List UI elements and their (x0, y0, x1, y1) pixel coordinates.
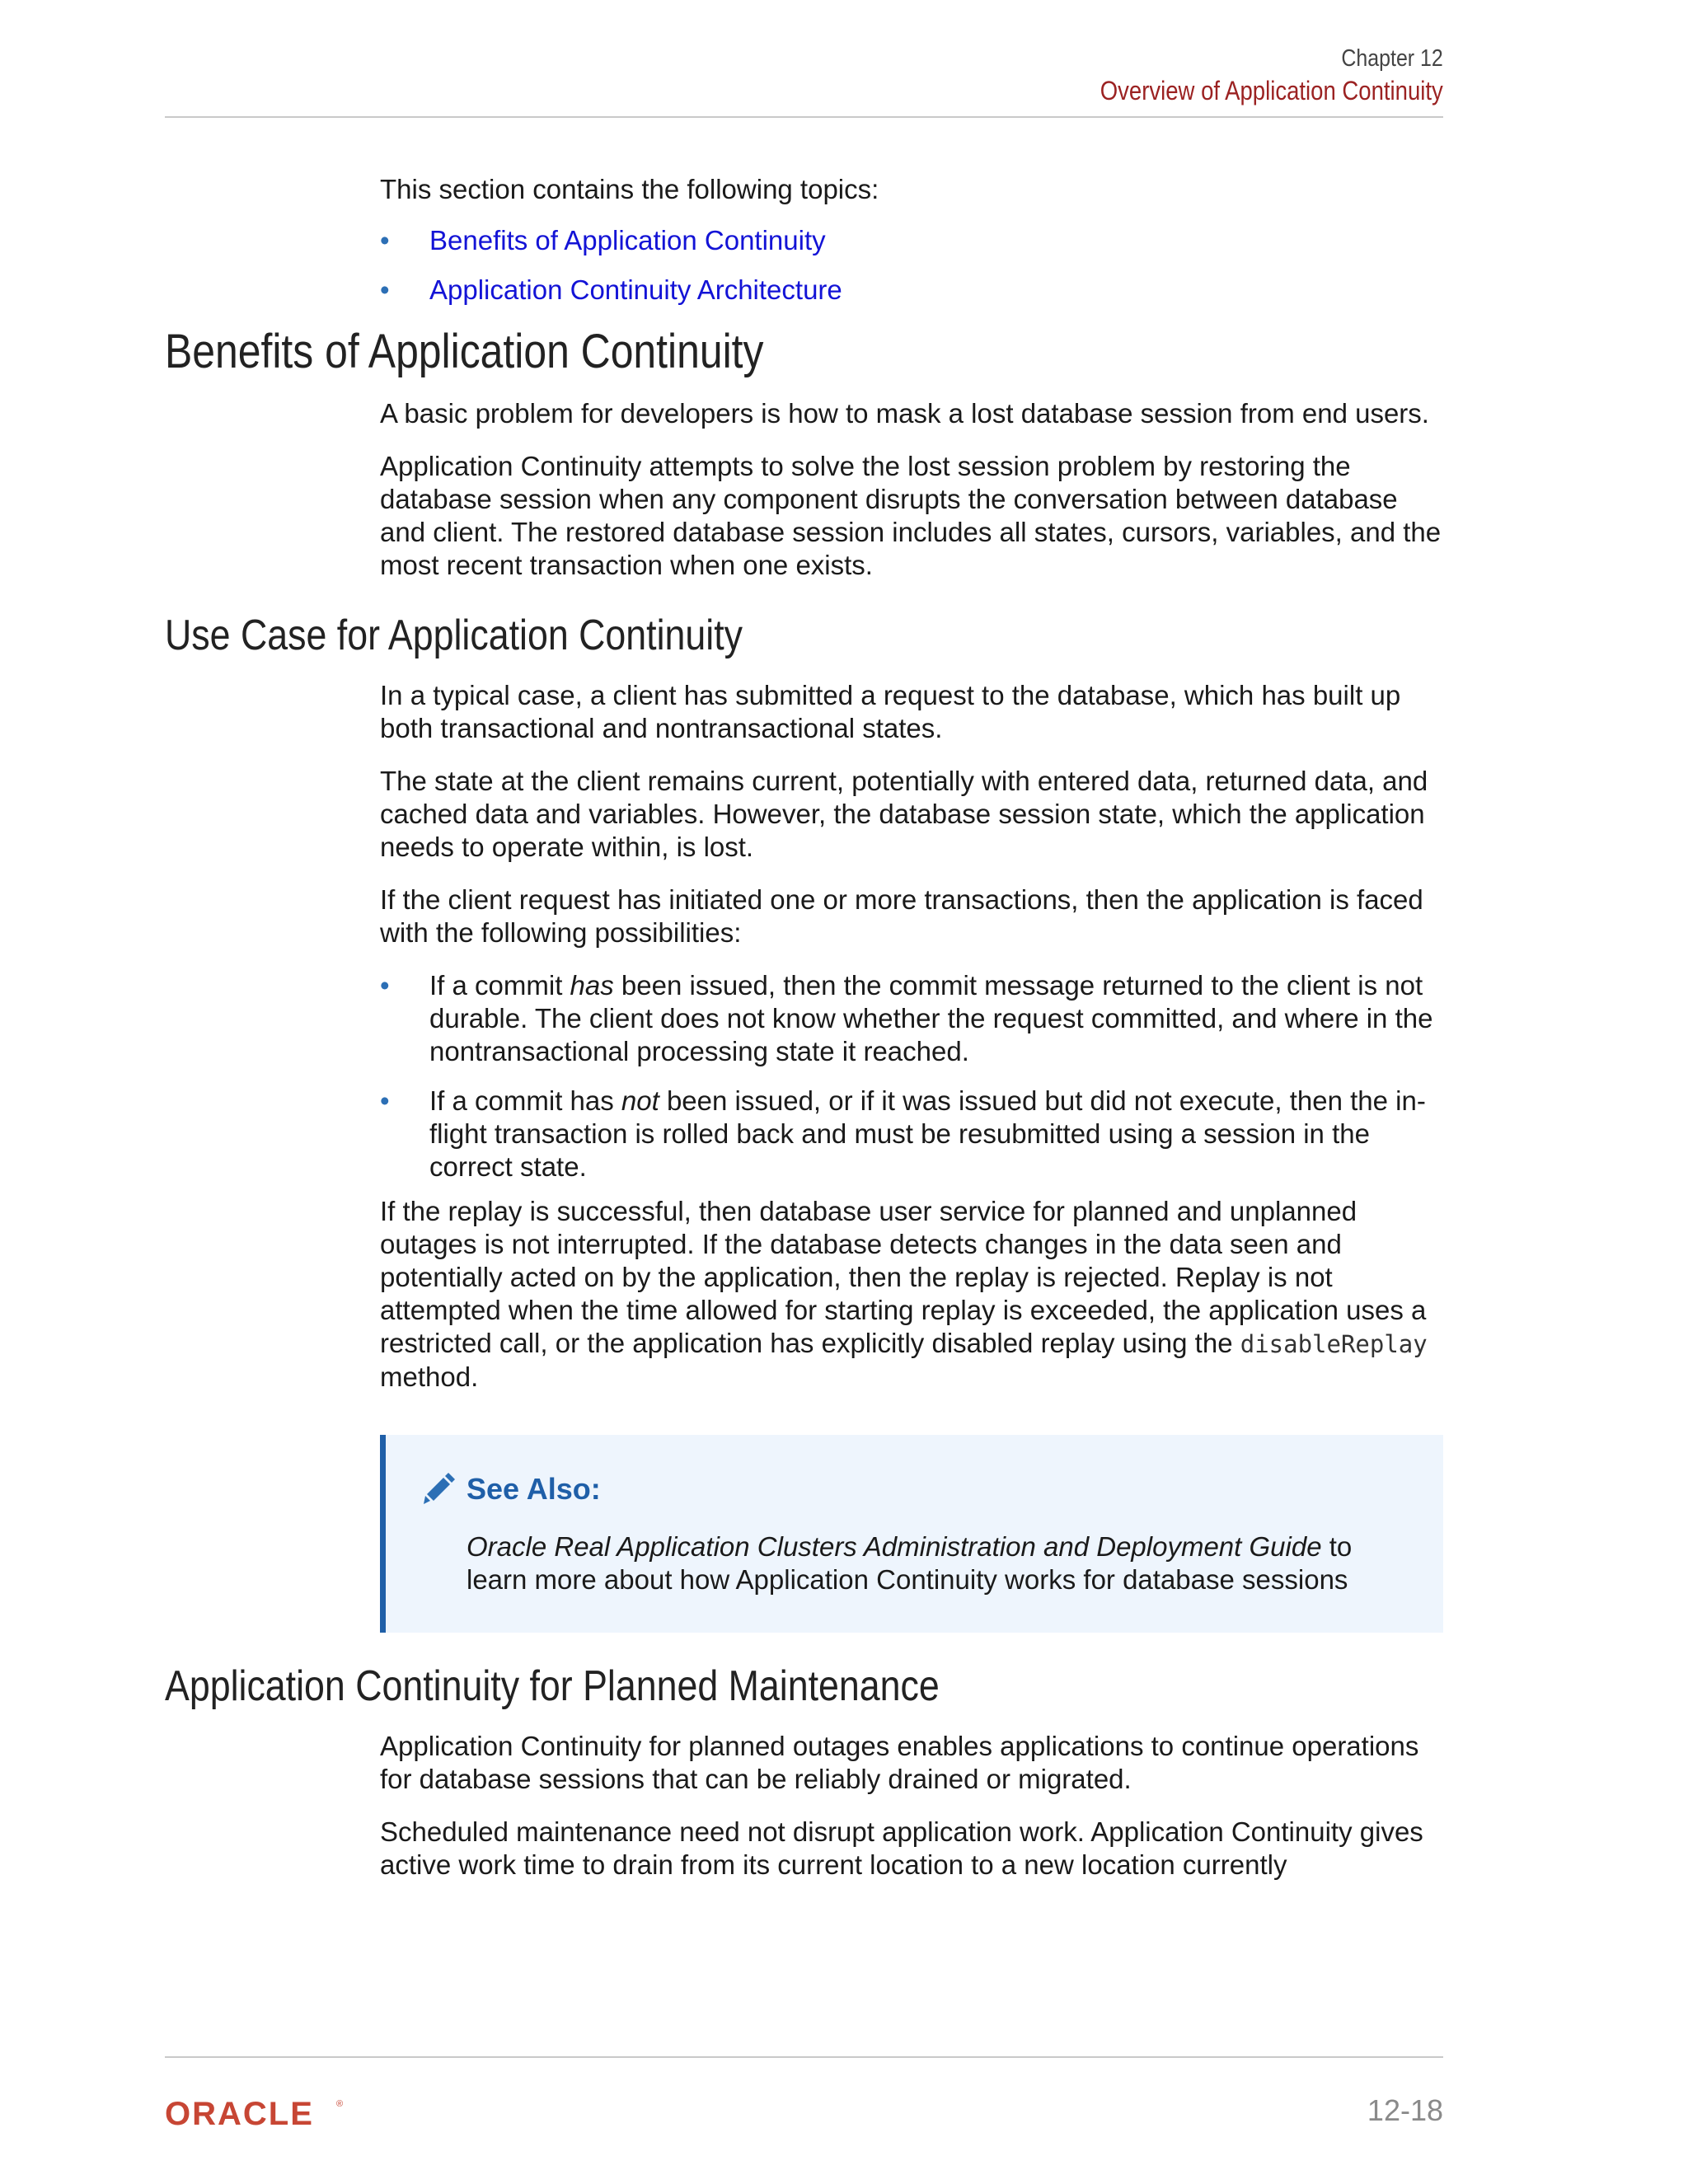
topic-item (380, 274, 1443, 307)
heading-use-case: Use Case for Application Continuity (165, 612, 743, 659)
planned-body (380, 1730, 1443, 1882)
bullet-icon: • (380, 225, 390, 255)
page-content (165, 173, 1443, 1901)
bullet-text: If a commit has not been issued, or if it was issued but did not execute, then the in-flight transaction is rolled back and must be resubmitted using a session in the correct state. (429, 1085, 1426, 1182)
paragraph: Application Continuity attempts to solve the lost session problem by restoring the database session when any component disrupts the conversation between database and client. The restored database session includes all states, cursors, variables, and the most recent transaction when one exists. (380, 451, 1442, 580)
topic-item (380, 224, 1443, 257)
see-also-body: Oracle Real Application Clusters Administration and Deployment Guide to learn more about how Application Continuity works for database sessions (467, 1531, 1353, 1595)
pencil-icon (417, 1471, 457, 1507)
page-header (1044, 43, 1443, 107)
link-benefits[interactable]: Benefits of Application Continuity (429, 225, 826, 255)
paragraph: Application Continuity for planned outages enables applications to continue operations for database sessions that can be reliably drained or migrated. (380, 1731, 1419, 1794)
heading-planned-maintenance: Application Continuity for Planned Maintenance (165, 1662, 940, 1710)
topic-list (380, 224, 1443, 307)
paragraph: A basic problem for developers is how to mask a lost database session from end users. (380, 398, 1429, 429)
chapter-title: Overview of Application Continuity (1100, 76, 1443, 105)
header-divider (165, 116, 1443, 118)
possibilities-list (380, 969, 1443, 1183)
benefits-body (380, 397, 1443, 582)
svg-text:®: ® (336, 2099, 344, 2109)
list-item (380, 969, 1443, 1068)
page-number: 12-18 (1367, 2093, 1443, 2127)
see-also-title: See Also: (467, 1472, 601, 1506)
footer-divider (165, 2056, 1443, 2058)
heading-benefits: Benefits of Application Continuity (165, 325, 764, 378)
link-architecture[interactable]: Application Continuity Architecture (429, 274, 842, 305)
logo-text: ORACLE (165, 2096, 314, 2131)
bullet-icon: • (380, 970, 390, 1001)
bullet-text: If a commit has been issued, then the commit message returned to the client is not durable. The client does not know whether the request committed, and where in the nontransactional processing state it reached. (429, 970, 1433, 1066)
paragraph: In a typical case, a client has submitted a request to the database, which has built up both transactional and nontransactional states. (380, 680, 1401, 743)
list-item (380, 1085, 1443, 1183)
book-title: Oracle Real Application Clusters Administration and Deployment Guide (467, 1531, 1322, 1562)
bullet-icon: • (380, 274, 390, 305)
use-case-body (380, 679, 1443, 1394)
emphasis: has (570, 970, 614, 1001)
see-also-note (380, 1435, 1443, 1633)
see-also-header (417, 1471, 1410, 1507)
bullet-icon: • (380, 1085, 390, 1116)
paragraph: Scheduled maintenance need not disrupt application work. Application Continuity gives active work time to drain from its current location to a new location currently (380, 1816, 1423, 1880)
oracle-logo (165, 2095, 348, 2131)
intro-block (380, 173, 1443, 307)
code-disable-replay: disableReplay (1240, 1330, 1428, 1358)
chapter-label: Chapter 12 (1341, 45, 1443, 72)
paragraph-replay: If the replay is successful, then database user service for planned and unplanned outages is not interrupted. If the database detects changes in the data seen and potentially acted on by the application, then the replay is rejected. Replay is not attempted when the time allowed for starting replay is exceeded, the application uses a restricted call, or the application has explicitly disabled replay using the disableReplay method. (380, 1196, 1428, 1392)
paragraph: The state at the client remains current, potentially with entered data, returned data, and cached data and variables. However, the database session state, which the application needs to operate within, is lost. (380, 766, 1428, 862)
emphasis: not (621, 1085, 659, 1116)
paragraph: If the client request has initiated one or more transactions, then the application is faced with the following possibilities: (380, 884, 1423, 948)
intro-text: This section contains the following topics: (380, 174, 879, 204)
